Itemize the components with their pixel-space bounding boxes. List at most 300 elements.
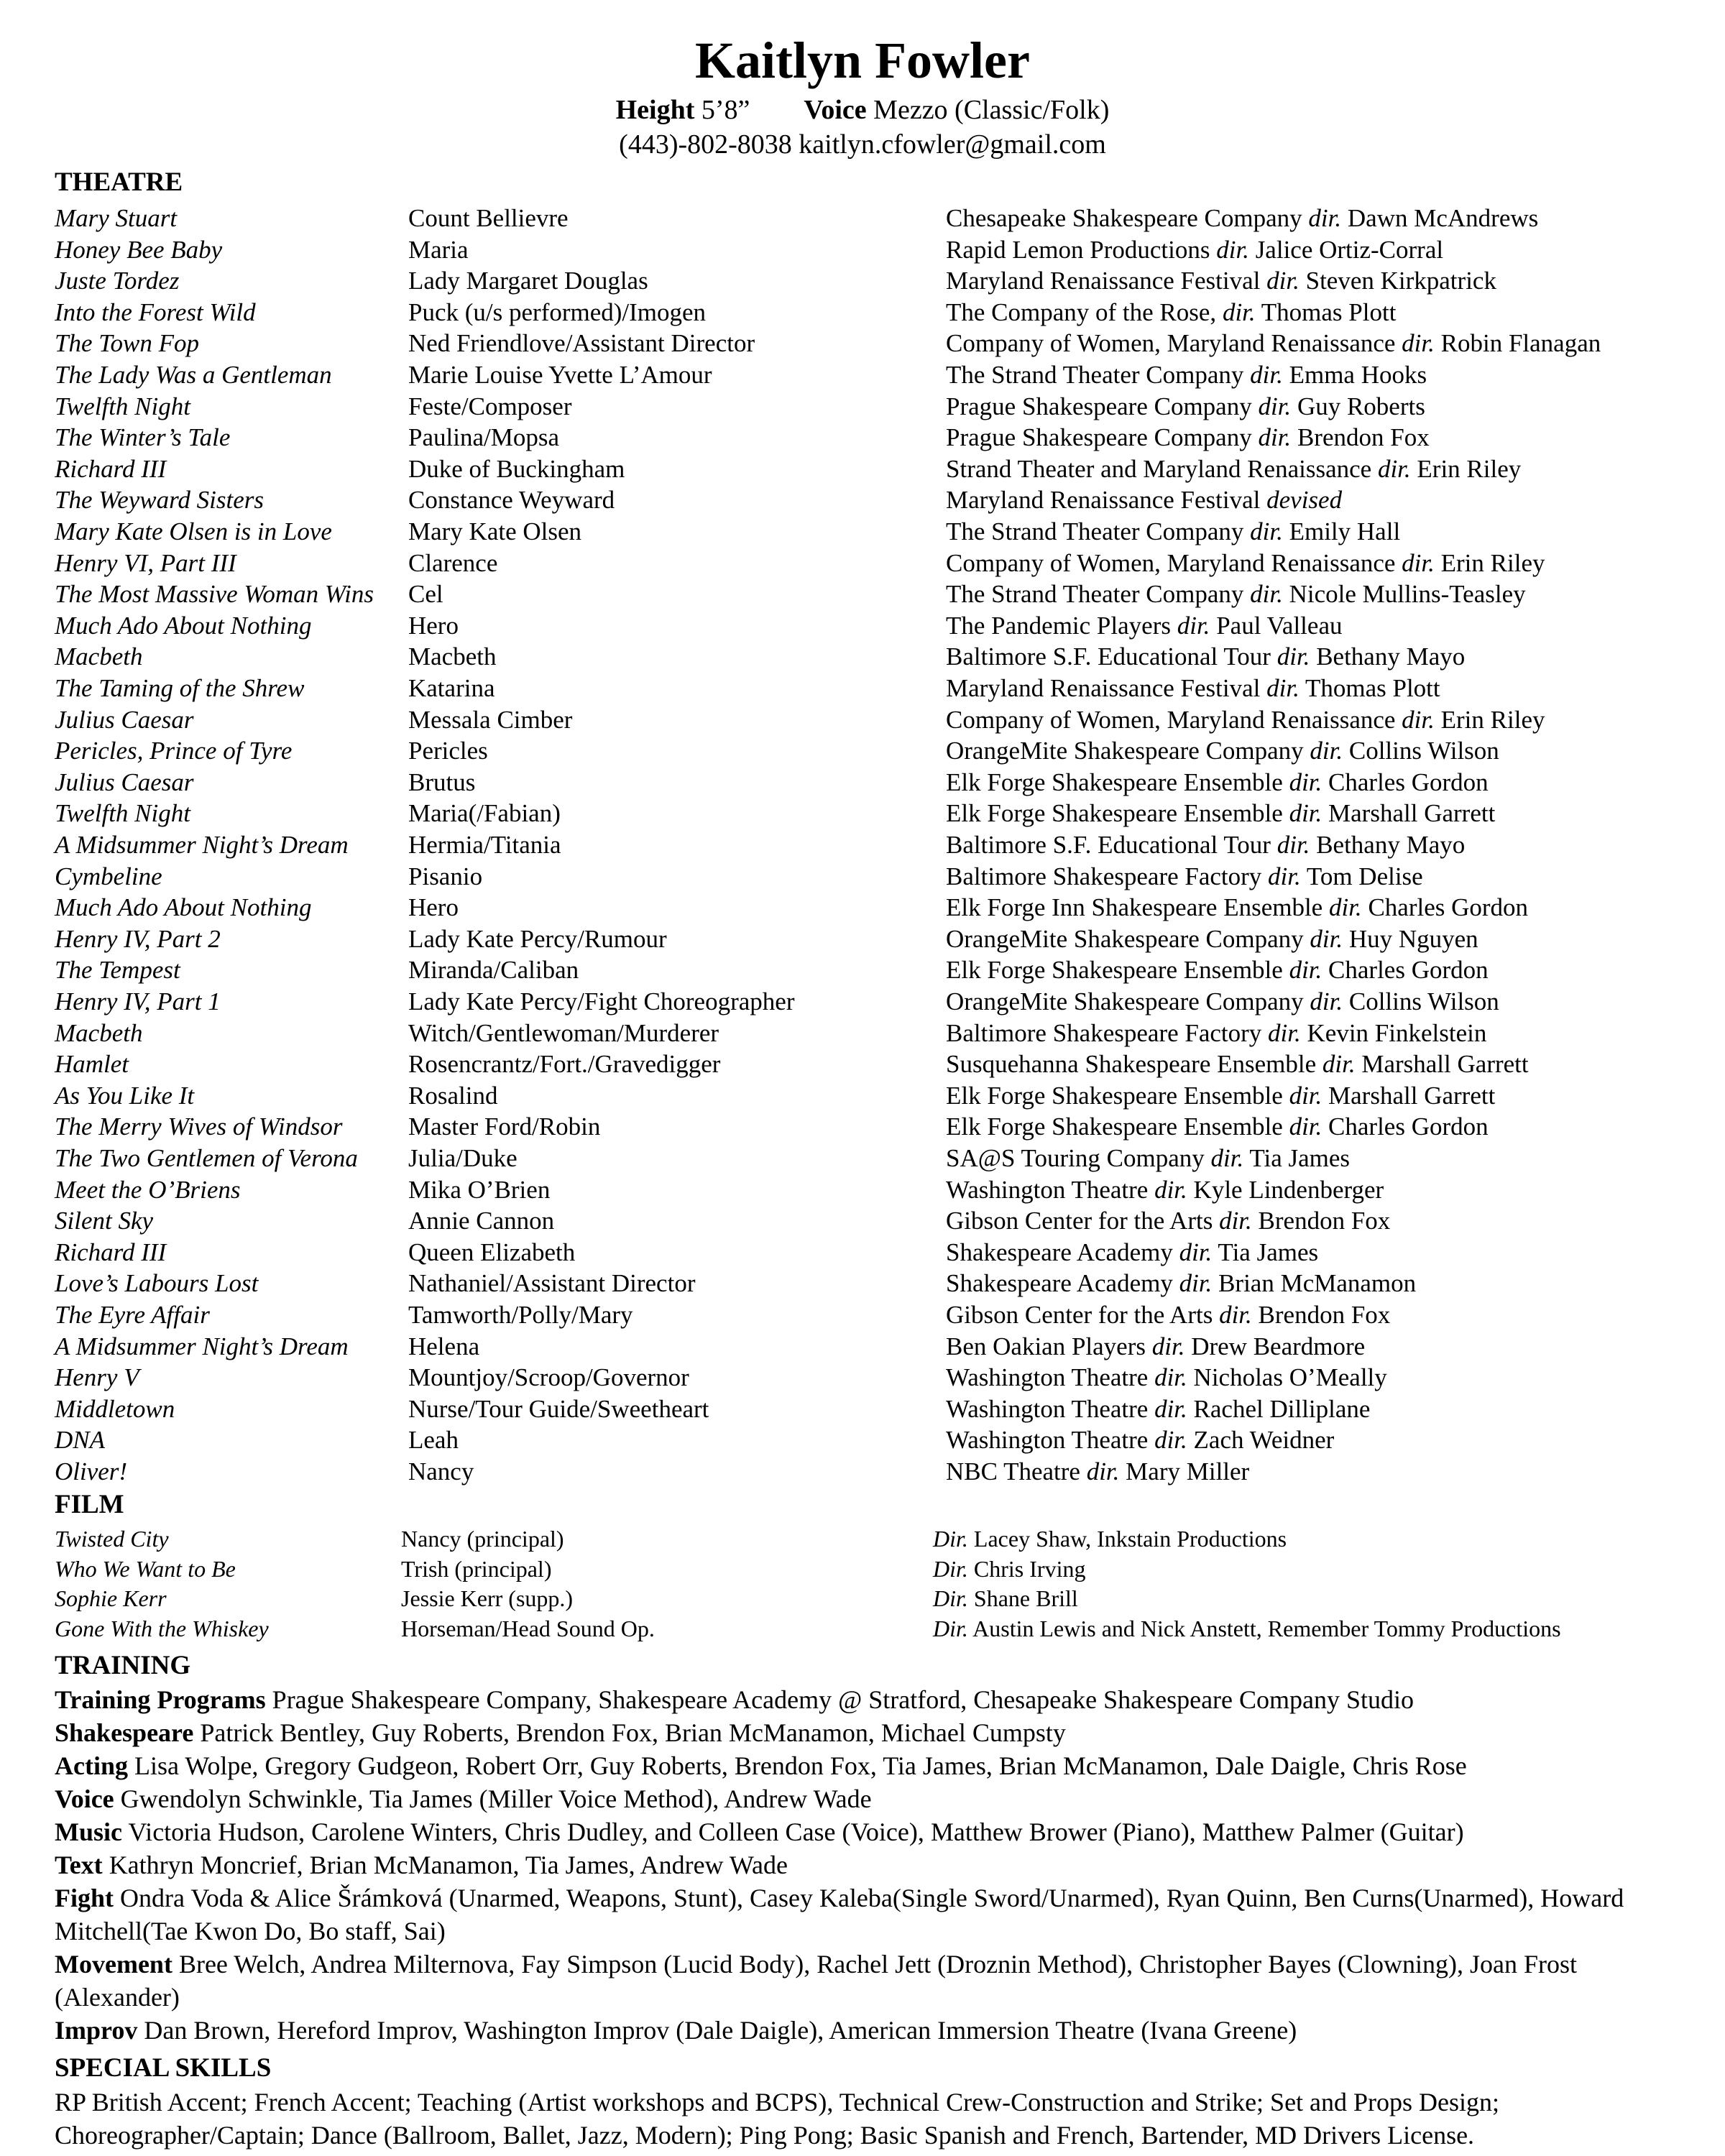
director-label: dir. [1177, 611, 1210, 640]
role: Duke of Buckingham [408, 454, 625, 483]
company-director [946, 1299, 1390, 1331]
company: Washington Theatre [946, 1394, 1155, 1423]
theatre-row [0, 1362, 1725, 1393]
training-category: Shakespeare [55, 1718, 194, 1747]
company: Company of Women, Maryland Renaissance [946, 329, 1402, 358]
theatre-row [0, 892, 1725, 923]
director-label: dir. [1250, 361, 1283, 389]
company-director [946, 1174, 1384, 1206]
role: Master Ford/Robin [408, 1112, 601, 1141]
company: Elk Forge Shakespeare Ensemble [946, 799, 1289, 828]
theatre-row [0, 1143, 1725, 1174]
director: Bethany Mayo [1310, 642, 1466, 671]
company-director [946, 673, 1440, 704]
director: Thomas Plott [1255, 298, 1397, 326]
film-row [0, 1613, 1725, 1644]
director: Kyle Lindenberger [1187, 1175, 1384, 1204]
theatre-row [0, 484, 1725, 516]
theatre-row [0, 1205, 1725, 1237]
company: Elk Forge Shakespeare Ensemble [946, 1081, 1289, 1110]
role: Ned Friendlove/Assistant Director [408, 329, 755, 358]
director: Nicholas O’Meally [1187, 1363, 1387, 1392]
play-title: Much Ado About Nothing [55, 611, 312, 640]
play-title: The Merry Wives of Windsor [55, 1112, 343, 1141]
director: Paul Valleau [1210, 611, 1343, 640]
director-label: dir. [1216, 235, 1249, 264]
role: Mary Kate Olsen [408, 517, 582, 545]
training-entry [55, 1749, 1693, 1782]
role: Lady Kate Percy/Rumour [408, 924, 667, 953]
theatre-row [0, 391, 1725, 423]
theatre-row [0, 767, 1725, 798]
company-director [946, 829, 1465, 861]
role: Rosencrantz/Fort./Gravedigger [408, 1050, 721, 1079]
voice-label: Voice [804, 95, 867, 125]
director-label: dir. [1250, 580, 1283, 609]
director: Marshall Garrett [1322, 799, 1496, 828]
theatre-row [0, 1456, 1725, 1488]
company: Company of Women, Maryland Renaissance [946, 705, 1402, 734]
company: Maryland Renaissance Festival [946, 267, 1267, 295]
theatre-row [0, 610, 1725, 642]
training-category: Acting [55, 1751, 128, 1780]
training-instructors: Dan Brown, Hereford Improv, Washington Improv (Dale Daigle), American Immersion Theatre (Ivana Greene) [137, 2016, 1297, 2045]
director: Austin Lewis and Nick Anstett, Remember Tommy Productions [967, 1615, 1561, 1641]
director-label: Dir. [933, 1555, 968, 1582]
company-director [946, 453, 1521, 485]
director: Tia James [1243, 1144, 1351, 1172]
role: Pericles [408, 737, 488, 765]
theatre-row [0, 359, 1725, 391]
theatre-row [0, 923, 1725, 955]
director-label: Dir. [933, 1585, 968, 1611]
director-label: dir. [1154, 1426, 1187, 1455]
director-label: dir. [1266, 674, 1300, 702]
company-director [946, 767, 1489, 798]
role: Katarina [408, 674, 495, 702]
director-label: dir. [1289, 768, 1322, 796]
director-label: dir. [1322, 1050, 1356, 1079]
training-category: Training Programs [55, 1685, 266, 1714]
theatre-row [0, 234, 1725, 266]
theatre-row [0, 1111, 1725, 1143]
play-title: A Midsummer Night’s Dream [55, 1332, 349, 1360]
role: Rosalind [408, 1081, 498, 1110]
training-entry [55, 1881, 1693, 1948]
training-category: Voice [55, 1784, 114, 1813]
director-label: dir. [1328, 893, 1362, 922]
training-entry [55, 1815, 1693, 1848]
special-skills-heading: SPECIAL SKILLS [55, 2053, 272, 2083]
stats-line [0, 93, 1725, 126]
height-label: Height [615, 95, 695, 125]
director: Zach Weidner [1187, 1426, 1335, 1455]
company: Baltimore S.F. Educational Tour [946, 831, 1277, 859]
film-title: Sophie Kerr [55, 1585, 167, 1611]
film-credit [933, 1583, 1078, 1613]
director-label: Dir. [933, 1615, 968, 1641]
director: Charles Gordon [1322, 956, 1489, 985]
company: Elk Forge Shakespeare Ensemble [946, 956, 1289, 985]
director: Charles Gordon [1361, 893, 1529, 922]
theatre-row [0, 829, 1725, 861]
theatre-row [0, 954, 1725, 986]
company: Rapid Lemon Productions [946, 235, 1217, 264]
film-credit [933, 1613, 1561, 1644]
role: Pisanio [408, 862, 483, 890]
company: OrangeMite Shakespeare Company [946, 737, 1310, 765]
theatre-row [0, 1237, 1725, 1268]
training-instructors: Prague Shakespeare Company, Shakespeare Academy @ Stratford, Chesapeake Shakespeare Company Studio [265, 1685, 1414, 1714]
director-label: dir. [1402, 548, 1435, 577]
company: The Company of the Rose, [946, 298, 1223, 326]
theatre-row [0, 1393, 1725, 1425]
company: OrangeMite Shakespeare Company [946, 924, 1310, 953]
director: Collins Wilson [1343, 987, 1499, 1015]
role: Hermia/Titania [408, 831, 561, 859]
company: Prague Shakespeare Company [946, 392, 1259, 420]
director-label: dir. [1179, 1238, 1213, 1266]
director-label: dir. [1268, 1018, 1301, 1047]
company: Strand Theater and Maryland Renaissance [946, 454, 1378, 483]
director: Brendon Fox [1251, 1301, 1391, 1329]
company: Ben Oakian Players [946, 1332, 1152, 1360]
theatre-row [0, 203, 1725, 234]
training-entry [55, 2014, 1693, 2047]
theatre-row [0, 704, 1725, 736]
director-label: dir. [1289, 956, 1322, 985]
director: Tia James [1212, 1238, 1319, 1266]
director: Brendon Fox [1291, 423, 1430, 452]
company-director [946, 1393, 1370, 1425]
director-label: dir. [1258, 423, 1292, 452]
play-title: Henry IV, Part 2 [55, 924, 221, 953]
director: Erin Riley [1434, 705, 1545, 734]
company-director [946, 986, 1499, 1018]
role: Cel [408, 580, 443, 609]
training-heading: TRAINING [55, 1651, 191, 1680]
play-title: The Tempest [55, 956, 180, 985]
play-title: Richard III [55, 1238, 167, 1266]
company: Prague Shakespeare Company [946, 423, 1259, 452]
theatre-row [0, 641, 1725, 673]
director-label: dir. [1210, 1144, 1244, 1172]
training-category: Text [55, 1851, 103, 1879]
company-director [946, 328, 1601, 359]
role: Lady Kate Percy/Fight Choreographer [408, 987, 795, 1015]
theatre-row [0, 548, 1725, 579]
play-title: Into the Forest Wild [55, 298, 256, 326]
role: Clarence [408, 548, 498, 577]
training-instructors: Kathryn Moncrief, Brian McManamon, Tia James, Andrew Wade [102, 1851, 788, 1879]
company: The Strand Theater Company [946, 580, 1251, 609]
theatre-row [0, 579, 1725, 610]
company-director [946, 1331, 1365, 1363]
director-label: dir. [1310, 924, 1343, 953]
director: Guy Roberts [1291, 392, 1425, 420]
director: Charles Gordon [1322, 768, 1489, 796]
director-label: Dir. [933, 1526, 968, 1552]
director: Brendon Fox [1251, 1207, 1391, 1235]
director-label: dir. [1219, 1207, 1252, 1235]
play-title: Meet the O’Briens [55, 1175, 241, 1204]
play-title: Henry VI, Part III [55, 548, 236, 577]
film-role: Trish (principal) [401, 1555, 552, 1582]
training-instructors: Gwendolyn Schwinkle, Tia James (Miller Voice Method), Andrew Wade [114, 1784, 872, 1813]
director-label: dir. [1219, 1301, 1252, 1329]
play-title: DNA [55, 1426, 105, 1455]
company: Baltimore S.F. Educational Tour [946, 642, 1277, 671]
company: Washington Theatre [946, 1175, 1155, 1204]
theatre-row [0, 1018, 1725, 1049]
company-director [946, 203, 1538, 234]
training-instructors: Victoria Hudson, Carolene Winters, Chris Dudley, and Colleen Case (Voice), Matthew Brower (Piano), Matthew Palmer (Guitar) [122, 1818, 1464, 1846]
film-credit [933, 1524, 1287, 1554]
director: Erin Riley [1434, 548, 1545, 577]
company: OrangeMite Shakespeare Company [946, 987, 1310, 1015]
company: Gibson Center for the Arts [946, 1301, 1220, 1329]
company: Susquehanna Shakespeare Ensemble [946, 1050, 1322, 1079]
director-label: dir. [1289, 1112, 1322, 1141]
director-label: dir. [1222, 298, 1256, 326]
company-director [946, 735, 1499, 767]
director-label: dir. [1268, 862, 1301, 890]
play-title: Pericles, Prince of Tyre [55, 737, 293, 765]
company-director [946, 579, 1526, 610]
company-director [946, 1237, 1318, 1268]
role: Maria [408, 235, 469, 264]
company-director [946, 484, 1342, 516]
play-title: Cymbeline [55, 862, 162, 890]
play-title: Mary Kate Olsen is in Love [55, 517, 332, 545]
role: Maria(/Fabian) [408, 799, 561, 828]
role: Paulina/Mopsa [408, 423, 559, 452]
theatre-row [0, 328, 1725, 359]
film-role: Jessie Kerr (supp.) [401, 1585, 574, 1611]
director: Mary Miller [1119, 1457, 1250, 1485]
company-director [946, 1018, 1486, 1049]
company: Maryland Renaissance Festival [946, 674, 1267, 702]
play-title: Love’s Labours Lost [55, 1269, 259, 1298]
company: Shakespeare Academy [946, 1238, 1179, 1266]
company-director [946, 1080, 1495, 1112]
contact-line: (443)-802-8038 kaitlyn.cfowler@gmail.com [619, 129, 1106, 160]
role: Marie Louise Yvette L’Amour [408, 361, 712, 389]
role: Mika O’Brien [408, 1175, 551, 1204]
director: Thomas Plott [1299, 674, 1440, 702]
play-title: Henry IV, Part 1 [55, 987, 221, 1015]
theatre-row [0, 1424, 1725, 1456]
theatre-row [0, 986, 1725, 1018]
training-entry [55, 1716, 1693, 1749]
director-label: dir. [1151, 1332, 1185, 1360]
director-label: dir. [1250, 517, 1283, 545]
role: Witch/Gentlewoman/Murderer [408, 1018, 719, 1047]
director-label: dir. [1402, 705, 1435, 734]
company: Elk Forge Shakespeare Ensemble [946, 768, 1289, 796]
company-director [946, 391, 1425, 423]
director-label: dir. [1154, 1363, 1187, 1392]
director: Emily Hall [1282, 517, 1401, 545]
theatre-row [0, 1268, 1725, 1299]
director: Bethany Mayo [1310, 831, 1466, 859]
theatre-row [0, 673, 1725, 704]
director-label: devised [1266, 486, 1343, 515]
director: Charles Gordon [1322, 1112, 1489, 1141]
company-director [946, 1362, 1387, 1393]
company-director [946, 1049, 1529, 1080]
role: Count Bellievre [408, 204, 569, 232]
role: Puck (u/s performed)/Imogen [408, 298, 707, 326]
training-entry [55, 1848, 1693, 1881]
film-title: Who We Want to Be [55, 1555, 236, 1582]
play-title: The Town Fop [55, 329, 199, 358]
company-director [946, 1456, 1249, 1488]
director: Chris Irving [967, 1555, 1086, 1582]
play-title: Julius Caesar [55, 768, 194, 796]
company: Maryland Renaissance Festival [946, 486, 1267, 515]
company-director [946, 641, 1465, 673]
director: Steven Kirkpatrick [1299, 267, 1496, 295]
company-director [946, 861, 1423, 893]
director: Lacey Shaw, Inkstain Productions [967, 1526, 1287, 1552]
play-title: Julius Caesar [55, 705, 194, 734]
company: Washington Theatre [946, 1363, 1155, 1392]
training-category: Fight [55, 1884, 114, 1912]
director: Erin Riley [1410, 454, 1522, 483]
play-title: Juste Tordez [55, 267, 180, 295]
actor-name: Kaitlyn Fowler [695, 32, 1030, 89]
company-director [946, 923, 1478, 955]
role: Miranda/Caliban [408, 956, 579, 985]
company-director [946, 359, 1427, 391]
film-title: Gone With the Whiskey [55, 1615, 269, 1641]
company: Shakespeare Academy [946, 1269, 1179, 1298]
director: Tom Delise [1300, 862, 1423, 890]
company-director [946, 297, 1396, 328]
film-credit [933, 1554, 1085, 1584]
company: SA@S Touring Company [946, 1144, 1211, 1172]
training-entry [55, 1948, 1693, 2014]
play-title: Middletown [55, 1394, 175, 1423]
role: Helena [408, 1332, 480, 1360]
play-title: The Eyre Affair [55, 1301, 210, 1329]
director: Shane Brill [967, 1585, 1078, 1611]
director-label: dir. [1276, 831, 1310, 859]
company: Baltimore Shakespeare Factory [946, 862, 1269, 890]
play-title: Hamlet [55, 1050, 129, 1079]
theatre-row [0, 1080, 1725, 1112]
company: The Pandemic Players [946, 611, 1177, 640]
director-label: dir. [1289, 1081, 1322, 1110]
director-label: dir. [1258, 392, 1292, 420]
training-instructors: Ondra Voda & Alice Šrámková (Unarmed, Weapons, Stunt), Casey Kaleba(Single Sword/Unarmed), Ryan Quinn, Ben Curns(Unarmed), Howard Mitchell(Tae Kwon Do, Bo staff, Sai) [55, 1884, 1624, 1945]
company: Elk Forge Inn Shakespeare Ensemble [946, 893, 1329, 922]
film-row [0, 1524, 1725, 1554]
film-row [0, 1583, 1725, 1613]
director: Jalice Ortiz-Corral [1248, 235, 1444, 264]
company-director [946, 954, 1489, 986]
role: Nancy [408, 1457, 474, 1485]
play-title: The Winter’s Tale [55, 423, 231, 452]
role: Macbeth [408, 642, 497, 671]
company-director [946, 892, 1528, 923]
theatre-row [0, 1299, 1725, 1331]
company-director [946, 516, 1400, 548]
director-label: dir. [1289, 799, 1322, 828]
director: Brian McManamon [1212, 1269, 1417, 1298]
director: Marshall Garrett [1355, 1050, 1529, 1079]
role: Tamworth/Polly/Mary [408, 1301, 633, 1329]
director: Marshall Garrett [1322, 1081, 1496, 1110]
theatre-heading: THEATRE [55, 167, 183, 197]
role: Leah [408, 1426, 459, 1455]
company-director [946, 1205, 1390, 1237]
role: Hero [408, 893, 459, 922]
film-title: Twisted City [55, 1526, 169, 1552]
director-label: dir. [1154, 1175, 1187, 1204]
play-title: Honey Bee Baby [55, 235, 223, 264]
play-title: As You Like It [55, 1081, 195, 1110]
play-title: Mary Stuart [55, 204, 178, 232]
film-row [0, 1554, 1725, 1584]
director-label: dir. [1154, 1394, 1187, 1423]
training-entry [55, 1782, 1693, 1815]
theatre-row [0, 265, 1725, 297]
training-instructors: Bree Welch, Andrea Milternova, Fay Simpson (Lucid Body), Rachel Jett (Droznin Method), Christopher Bayes (Clowning), Joan Frost (Alexander) [55, 1950, 1578, 2012]
company: The Strand Theater Company [946, 361, 1251, 389]
training-instructors: Patrick Bentley, Guy Roberts, Brendon Fox, Brian McManamon, Michael Cumpsty [193, 1718, 1066, 1747]
role: Queen Elizabeth [408, 1238, 576, 1266]
training-category: Music [55, 1818, 122, 1846]
role: Annie Cannon [408, 1207, 555, 1235]
director: Nicole Mullins-Teasley [1282, 580, 1526, 609]
company-director [946, 610, 1342, 642]
company: Gibson Center for the Arts [946, 1207, 1220, 1235]
play-title: Henry V [55, 1363, 139, 1392]
company-director [946, 1143, 1350, 1174]
play-title: The Lady Was a Gentleman [55, 361, 332, 389]
company: Elk Forge Shakespeare Ensemble [946, 1112, 1289, 1141]
film-role: Horseman/Head Sound Op. [401, 1615, 655, 1641]
play-title: Oliver! [55, 1457, 128, 1485]
company-director [946, 798, 1495, 829]
company-director [946, 265, 1496, 297]
training-category: Improv [55, 2016, 138, 2045]
theatre-row [0, 422, 1725, 453]
film-heading: FILM [55, 1490, 124, 1519]
company-director [946, 422, 1430, 453]
special-skills-text: RP British Accent; French Accent; Teaching (Artist workshops and BCPS), Technical Crew-Construction and Strike; Set and Props Design; Choreographer/Captain; Dance (Ballroom, Ballet, Jazz, Modern); Ping Pong; Basic Spanish and French, Bartender, MD Drivers License. [55, 2088, 1500, 2150]
theatre-row [0, 453, 1725, 485]
training-entry [55, 1683, 1693, 1716]
director: Huy Nguyen [1343, 924, 1478, 953]
company-director [946, 1268, 1416, 1299]
role: Constance Weyward [408, 486, 615, 515]
film-role: Nancy (principal) [401, 1526, 564, 1552]
company: The Strand Theater Company [946, 517, 1251, 545]
theatre-row [0, 798, 1725, 829]
director-label: dir. [1310, 987, 1343, 1015]
play-title: Richard III [55, 454, 167, 483]
theatre-row [0, 735, 1725, 767]
director-label: dir. [1308, 204, 1342, 232]
director: Dawn McAndrews [1341, 204, 1539, 232]
play-title: The Two Gentlemen of Verona [55, 1144, 358, 1172]
director: Kevin Finkelstein [1300, 1018, 1487, 1047]
director-label: dir. [1266, 267, 1300, 295]
training-instructors: Lisa Wolpe, Gregory Gudgeon, Robert Orr, Guy Roberts, Brendon Fox, Tia James, Brian McManamon, Dale Daigle, Chris Rose [128, 1751, 1467, 1780]
